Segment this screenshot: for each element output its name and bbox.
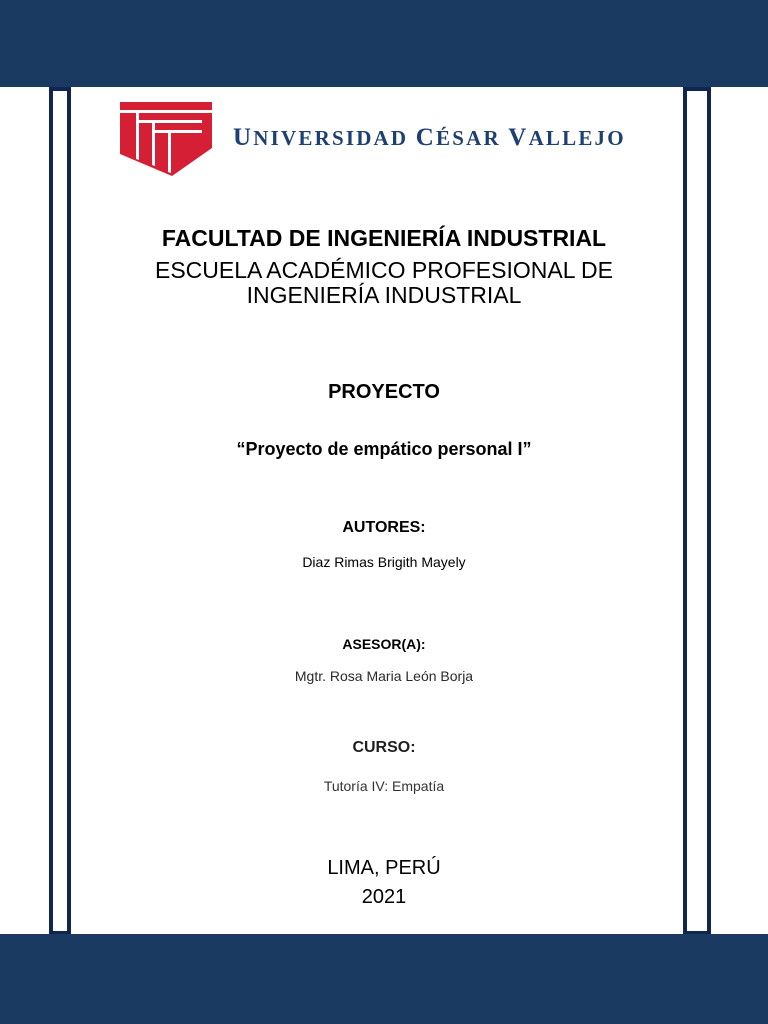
faculty-heading: FACULTAD DE INGENIERÍA INDUSTRIAL [161, 225, 607, 251]
authors-label: AUTORES: [342, 519, 426, 536]
project-title: “Proyecto de empático personal I” [236, 439, 532, 459]
logo-shield-shape [120, 102, 212, 176]
author-name: Diaz Rimas Brigith Mayely [302, 554, 466, 570]
left-frame-border [49, 87, 71, 935]
advisor-name [100, 668, 668, 684]
top-band [0, 0, 768, 87]
advisor-prefix: Mgtr. [294, 668, 327, 684]
advisor-label: ASESOR(A): [342, 636, 426, 652]
school-heading [100, 258, 668, 308]
year: 2021 [361, 886, 407, 908]
course-label: CURSO: [352, 739, 416, 756]
right-frame-border [683, 87, 711, 935]
school-line-1: ESCUELA ACADÉMICO PROFESIONAL DE [155, 257, 613, 283]
place: LIMA, PERÚ [327, 857, 441, 879]
document-type: PROYECTO [328, 381, 440, 403]
university-name-logo-text: UNIVERSIDAD CÉSAR VALLEJO [233, 124, 626, 151]
course-name: Tutoría IV: Empatía [323, 778, 445, 794]
university-shield-logo [118, 100, 214, 178]
advisor-full-name: Rosa Maria León Borja [329, 668, 474, 684]
bottom-band [0, 934, 768, 1024]
school-line-2: INGENIERÍA INDUSTRIAL [246, 282, 522, 308]
